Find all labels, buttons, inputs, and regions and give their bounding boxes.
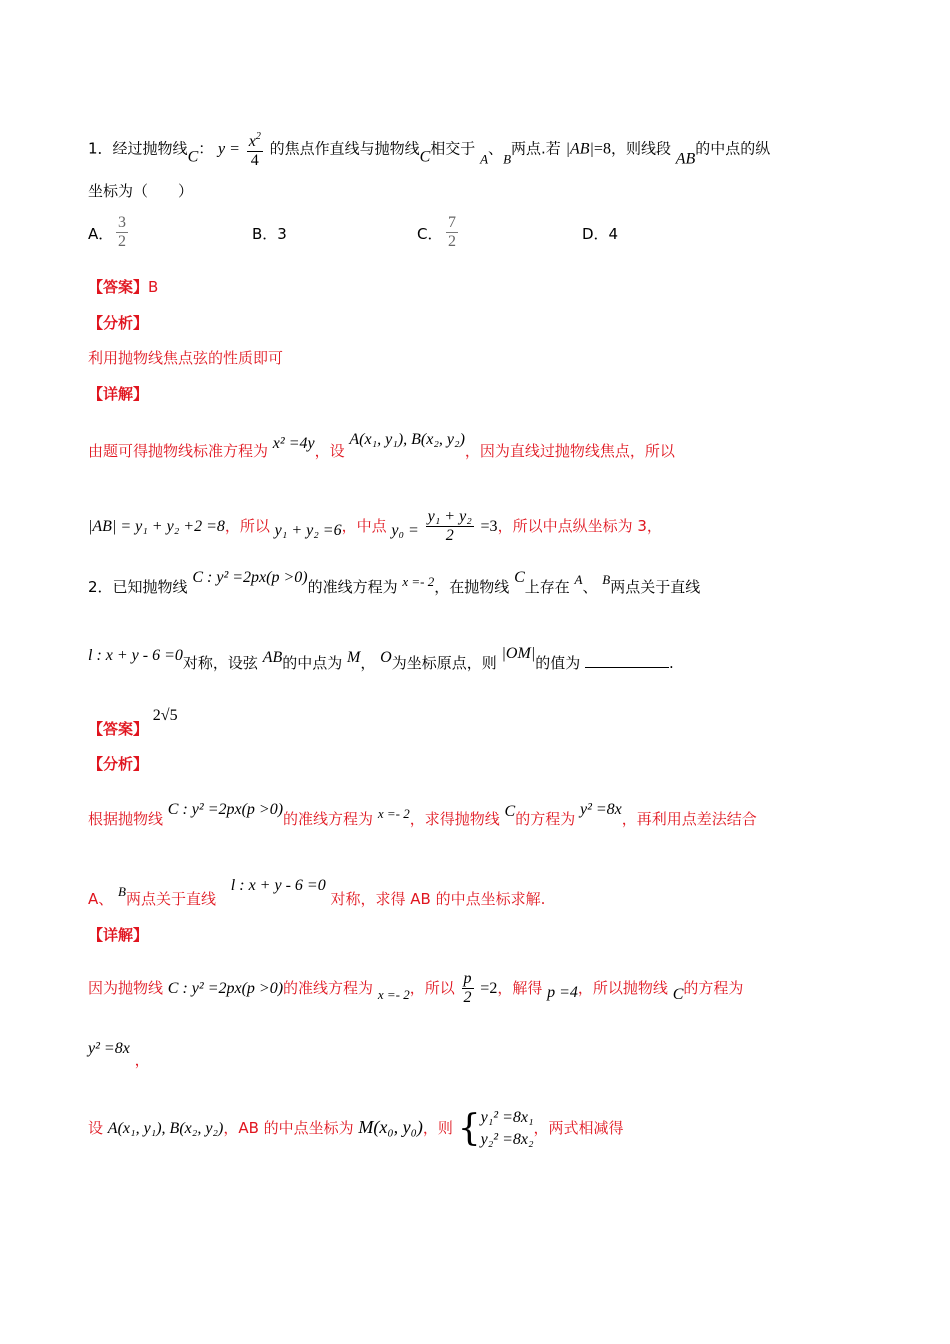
q2-line2: l : x + y - 6 =0对称，设弦 AB的中点为 M， O为坐标原点，则 |OM|的值为 .: [88, 645, 674, 672]
q1-detail-line1: 由题可得抛物线标准方程为 x² =4y，设 A(x₁, y₁), B(x₂, y₂)，因为直线过抛物线焦点，所以: [88, 431, 675, 460]
q2-analysis-line1: 根据抛物线 C : y² =2px(p >0)的准线方程为 x =- 2，求得抛物线 C的方程为 y² =8x，再利用点差法结合: [88, 801, 757, 828]
q2-line1: 2．已知抛物线 C : y² =2px(p >0)的准线方程为 x =- 2，在抛物线 C上存在 A、 B两点关于直线: [88, 569, 701, 596]
option-c-frac: $\frac{7}{2}$: [448, 214, 456, 250]
q2-analysis-line2: A、 B两点关于直线 l : x + y - 6 =0 对称，求得 AB 的中点坐标求解.: [88, 877, 546, 908]
q2-detail-line3: 设 A(x₁, y₁), B(x₂, y₂)，AB 的中点坐标为 M(x₀, y₀)，则 { y₁² =8x₁ y₂² =8x₂ ，两式相减得: [88, 1107, 624, 1149]
q1-detail-line2: |AB| = y₁ + y₂ +2 =8，所以 y₁ + y₂ =6，中点 y₀ = $\frac{\text{y₁ + y₂}}{2}$ =3，所以中点纵坐标为 3，: [88, 508, 662, 544]
option-b: B．3: [252, 225, 287, 243]
q1-line1: 1．经过抛物线C： y = $\frac{x^2}{4}$ 的焦点作直线与抛物线C相交于 A、B两点.若 |AB|=8，则线段 AB的中点的纵: [88, 128, 770, 170]
option-c: C．: [417, 225, 443, 243]
q1-line2: 坐标为（ ）: [88, 182, 194, 200]
option-a: A．: [88, 225, 114, 243]
q2-detail-line2: y² =8x ，: [88, 1040, 150, 1069]
q2-detail-tag: 【详解】: [88, 926, 149, 944]
q2-answer: 【答案】 2√5: [88, 707, 178, 738]
answer-blank: [585, 653, 669, 668]
option-d: D．4: [582, 225, 619, 243]
q1-analysis-tag: 【分析】: [88, 314, 149, 332]
q1-analysis: 利用抛物线焦点弦的性质即可: [88, 349, 284, 367]
q2-analysis-tag: 【分析】: [88, 755, 149, 773]
q1-answer: 【答案】B: [88, 278, 159, 296]
q2-detail-line1: 因为抛物线 C : y² =2px(p >0)的准线方程为 x =- 2，所以 $\frac{p}{2}$ =2，解得 p =4，所以抛物线 C的方程为: [88, 970, 744, 1006]
q1-frac-x2-4: $\frac{x^2}{4}$: [247, 128, 263, 170]
option-a-frac: $\frac{3}{2}$: [118, 214, 126, 250]
equation-system: y₁² =8x₁ y₂² =8x₂: [480, 1108, 534, 1148]
system-brace: {: [457, 1107, 481, 1149]
q1-abs-ab: |AB|: [565, 140, 594, 158]
q1-detail-tag: 【详解】: [88, 385, 149, 403]
q1-eq-lhs: y =: [218, 140, 240, 158]
